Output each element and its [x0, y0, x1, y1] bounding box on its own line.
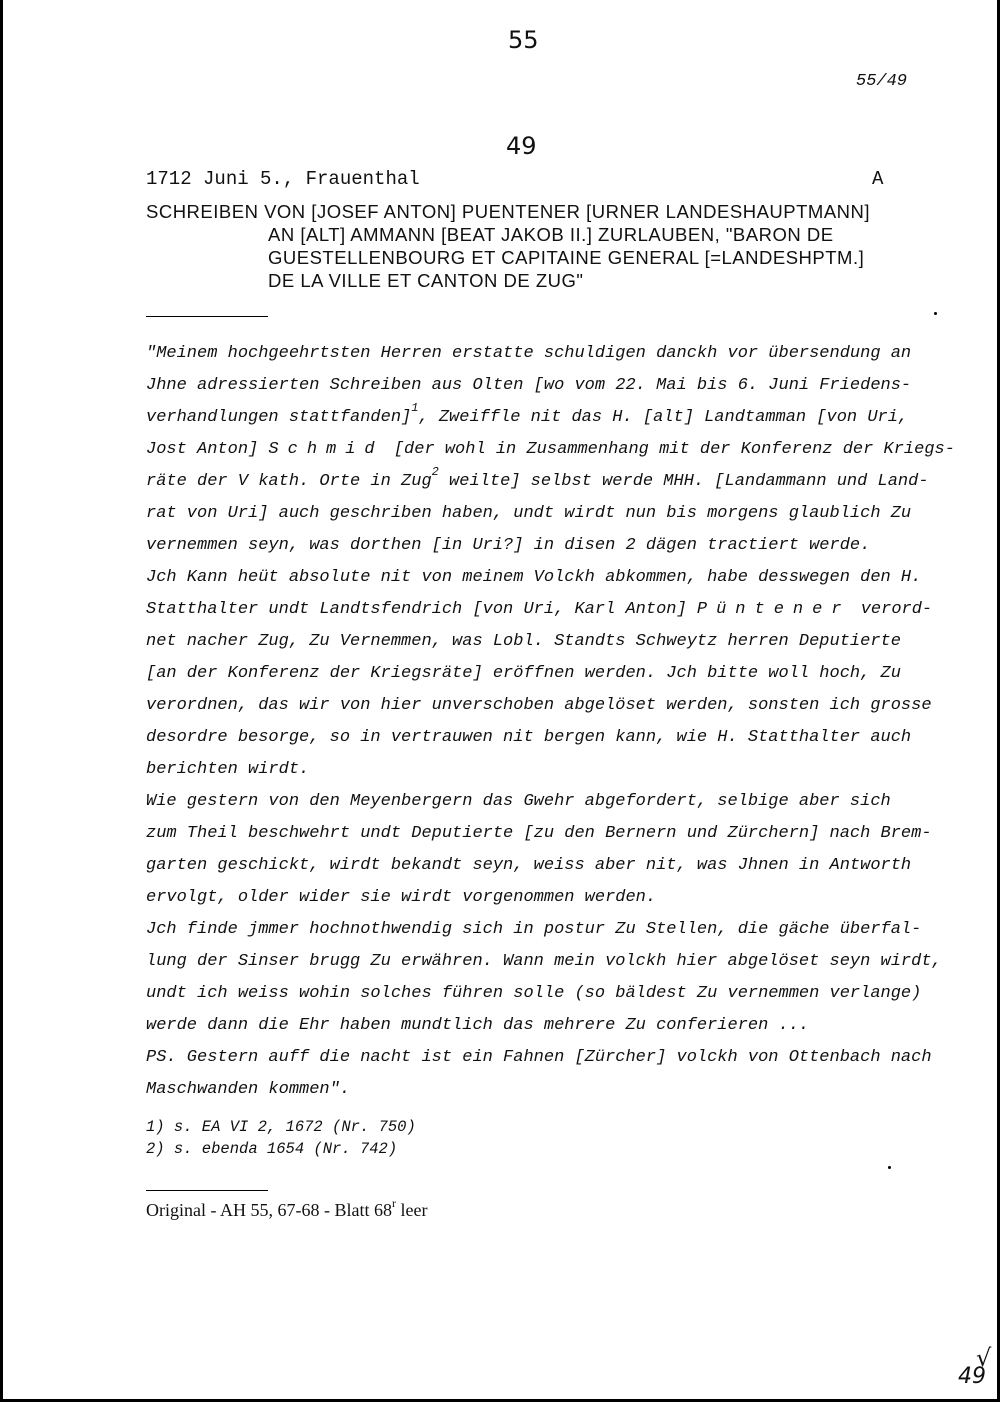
regest-block: [146, 200, 870, 292]
document-number: 49: [506, 132, 537, 160]
body-line: undt ich weiss wohin solches führen solle (so bäldest Zu vernemmen verlange): [146, 984, 922, 1003]
body-line: PS. Gestern auff die nacht ist ein Fahnen [Zürcher] volckh von Ottenbach nach: [146, 1048, 932, 1067]
footnote-ref: 2: [431, 465, 439, 479]
body-line: [an der Konferenz der Kriegsräte] eröffnen werden. Jch bitte woll hoch, Zu: [146, 664, 901, 683]
body-segment: weilte] selbst werde MHH. [Landammann und Land-: [438, 472, 929, 491]
separator-rule: [146, 316, 268, 317]
body-line: Maschwanden kommen".: [146, 1080, 351, 1099]
source-text: Original - AH 55, 67-68 - Blatt 68: [146, 1200, 392, 1220]
date-place-line: 1712 Juni 5., Frauenthal: [146, 168, 420, 190]
footnotes: [146, 1116, 416, 1160]
body-segment: [der wohl in Zusammenhang mit der Konferenz der Kriegs-: [383, 440, 955, 459]
body-line: werde dann die Ehr haben mundtlich das mehrere Zu conferieren ...: [146, 1016, 810, 1035]
body-line: net nacher Zug, Zu Vernemmen, was Lobl. Standts Schweytz herren Deputierte: [146, 632, 901, 651]
body-line: berichten wirdt.: [146, 760, 310, 779]
body-line: Jch finde jmmer hochnothwendig sich in postur Zu Stellen, die gäche überfal-: [146, 920, 922, 939]
body-line: [146, 434, 955, 466]
body-line: rat von Uri] auch geschriben haben, undt wirdt nun bis morgens glaublich Zu: [146, 504, 912, 523]
regest-line: GUESTELLENBOURG ET CAPITAINE GENERAL [=LANDESHPTM.]: [268, 247, 865, 268]
body-line: verordnen, das wir von hier unverschoben abgelöset werden, sonsten ich grosse: [146, 696, 932, 715]
speck: [888, 1166, 891, 1169]
body-line: Jch Kann heüt absolute nit von meinem Volckh abkommen, habe desswegen den H.: [146, 568, 922, 587]
footnote-ref: 1: [411, 401, 419, 415]
check-mark: √: [976, 1344, 992, 1372]
body-line: vernemmen seyn, was dorthen [in Uri?] in disen 2 dägen tractiert werde.: [146, 536, 871, 555]
regest-line: DE LA VILLE ET CANTON DE ZUG": [268, 270, 584, 291]
letter-mark: A: [872, 168, 884, 190]
footnote: 1) s. EA VI 2, 1672 (Nr. 750): [146, 1118, 416, 1136]
body-segment: Statthalter undt Landtsfendrich [von Uri, Karl Anton]: [146, 600, 697, 619]
body-line: Jhne adressierten Schreiben aus Olten [wo vom 22. Mai bis 6. Juni Friedens-: [146, 376, 912, 395]
body-line: [146, 465, 929, 498]
body-line: [146, 594, 933, 626]
body-segment: räte der V kath. Orte in Zug: [146, 472, 432, 491]
body-line: "Meinem hochgeehrtsten Herren erstatte schuldigen danckh vor übersendung an: [146, 344, 912, 363]
body-segment: verord-: [850, 600, 933, 619]
body-segment: , Zweiffle nit das H. [alt] Landtamman [von Uri,: [418, 408, 909, 427]
body-line: garten geschickt, wirdt bekandt seyn, weiss aber nit, was Jhnen in Antworth: [146, 856, 912, 875]
body-segment: verhandlungen stattfanden]: [146, 408, 412, 427]
body-line: ervolgt, older wider sie wirdt vorgenommen werden.: [146, 888, 657, 907]
source-line: [146, 1196, 428, 1221]
body-line: zum Theil beschwehrt undt Deputierte [zu den Bernern und Zürchern] nach Brem-: [146, 824, 932, 843]
body-line: Wie gestern von den Meyenbergern das Gwehr abgefordert, selbige aber sich: [146, 792, 891, 811]
letter-body: [146, 338, 955, 1106]
spaced-name: Schmid: [268, 440, 384, 459]
footnote: 2) s. ebenda 1654 (Nr. 742): [146, 1140, 398, 1158]
source-text: leer: [395, 1200, 428, 1220]
body-line: desordre besorge, so in vertrauwen nit bergen kann, wie H. Statthalter auch: [146, 728, 912, 747]
body-segment: Jost Anton]: [146, 440, 269, 459]
corner-page-number: 49: [958, 1364, 986, 1389]
archive-reference: 55/49: [856, 72, 908, 91]
source-sup: r: [391, 1196, 396, 1210]
body-line: lung der Sinser brugg Zu erwähren. Wann mein volckh hier abgelöset seyn wirdt,: [146, 952, 942, 971]
body-line: [146, 402, 926, 434]
source-rule: [146, 1190, 268, 1191]
stamp-page-number: 55: [508, 26, 539, 54]
speck: [934, 312, 937, 315]
regest-line: SCHREIBEN VON [JOSEF ANTON] PUENTENER [URNER LANDESHAUPTMANN]: [146, 201, 871, 222]
regest-line: AN [ALT] AMMANN [BEAT JAKOB II.] ZURLAUBEN, "BARON DE: [268, 224, 834, 245]
spaced-name: Püntener: [696, 600, 851, 619]
